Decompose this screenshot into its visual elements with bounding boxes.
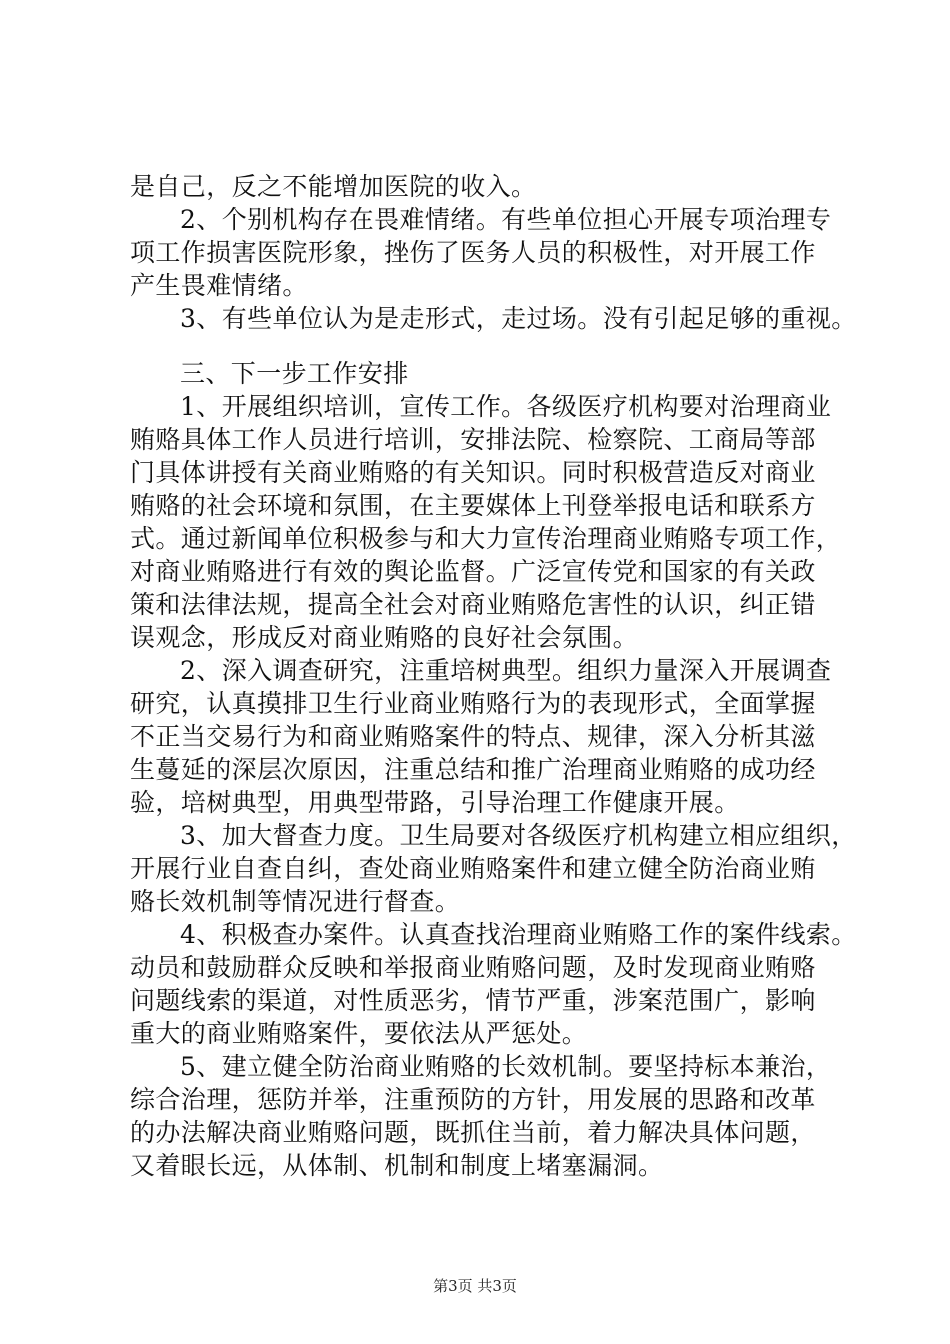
body-line: 重大的商业贿赂案件，要依法从严惩处。 <box>130 1019 588 1048</box>
body-line: 开展行业自查自纠，查处商业贿赂案件和建立健全防治商业贿 <box>130 854 816 883</box>
body-line: 赂长效机制等情况进行督查。 <box>130 887 461 916</box>
paragraph-first-line: 1、开展组织培训，宣传工作。各级医疗机构要对治理商业 <box>180 392 832 421</box>
body-line: 综合治理，惩防并举，注重预防的方针，用发展的思路和改革 <box>130 1085 816 1114</box>
section-heading: 三、下一步工作安排 <box>180 359 409 388</box>
body-line: 是自己，反之不能增加医院的收入。 <box>130 172 537 201</box>
page-footer <box>0 1276 950 1296</box>
body-line: 项工作损害医院形象，挫伤了医务人员的积极性，对开展工作 <box>130 238 816 267</box>
body-line: 式。通过新闻单位积极参与和大力宣传治理商业贿赂专项工作， <box>130 524 842 553</box>
paragraph-first-line: 2、深入调查研究，注重培树典型。组织力量深入开展调查 <box>180 656 832 685</box>
paragraph-first-line: 3、有些单位认为是走形式，走过场。没有引起足够的重视。 <box>180 304 857 333</box>
document-body <box>130 170 857 1182</box>
body-line: 对商业贿赂进行有效的舆论监督。广泛宣传党和国家的有关政 <box>130 557 816 586</box>
body-line: 贿赂具体工作人员进行培训，安排法院、检察院、工商局等部 <box>130 425 816 454</box>
body-line: 问题线索的渠道，对性质恶劣，情节严重，涉案范围广，影响 <box>130 986 816 1015</box>
paragraph-first-line: 4、积极查办案件。认真查找治理商业贿赂工作的案件线索。 <box>180 920 857 949</box>
body-line: 门具体讲授有关商业贿赂的有关知识。同时积极营造反对商业 <box>130 458 816 487</box>
body-line: 误观念，形成反对商业贿赂的良好社会氛围。 <box>130 623 639 652</box>
paragraph-first-line: 3、加大督查力度。卫生局要对各级医疗机构建立相应组织， <box>180 821 857 850</box>
paragraph-first-line: 2、个别机构存在畏难情绪。有些单位担心开展专项治理专 <box>180 205 832 234</box>
page-number: 第3页 共3页 <box>433 1277 517 1295</box>
body-line: 策和法律法规，提高全社会对商业贿赂危害性的认识，纠正错 <box>130 590 816 619</box>
body-line: 不正当交易行为和商业贿赂案件的特点、规律，深入分析其滋 <box>130 722 816 751</box>
body-line: 动员和鼓励群众反映和举报商业贿赂问题，及时发现商业贿赂 <box>130 953 816 982</box>
blank-line <box>130 335 840 357</box>
body-line: 又着眼长远，从体制、机制和制度上堵塞漏洞。 <box>130 1151 664 1180</box>
body-line: 生蔓延的深层次原因，注重总结和推广治理商业贿赂的成功经 <box>130 755 816 784</box>
body-line: 的办法解决商业贿赂问题，既抓住当前，着力解决具体问题， <box>130 1118 816 1147</box>
paragraph-first-line: 5、建立健全防治商业贿赂的长效机制。要坚持标本兼治， <box>180 1052 832 1081</box>
body-line: 验，培树典型，用典型带路，引导治理工作健康开展。 <box>130 788 740 817</box>
body-line: 产生畏难情绪。 <box>130 271 308 300</box>
body-line: 研究，认真摸排卫生行业商业贿赂行为的表现形式，全面掌握 <box>130 689 816 718</box>
body-line: 贿赂的社会环境和氛围，在主要媒体上刊登举报电话和联系方 <box>130 491 816 520</box>
